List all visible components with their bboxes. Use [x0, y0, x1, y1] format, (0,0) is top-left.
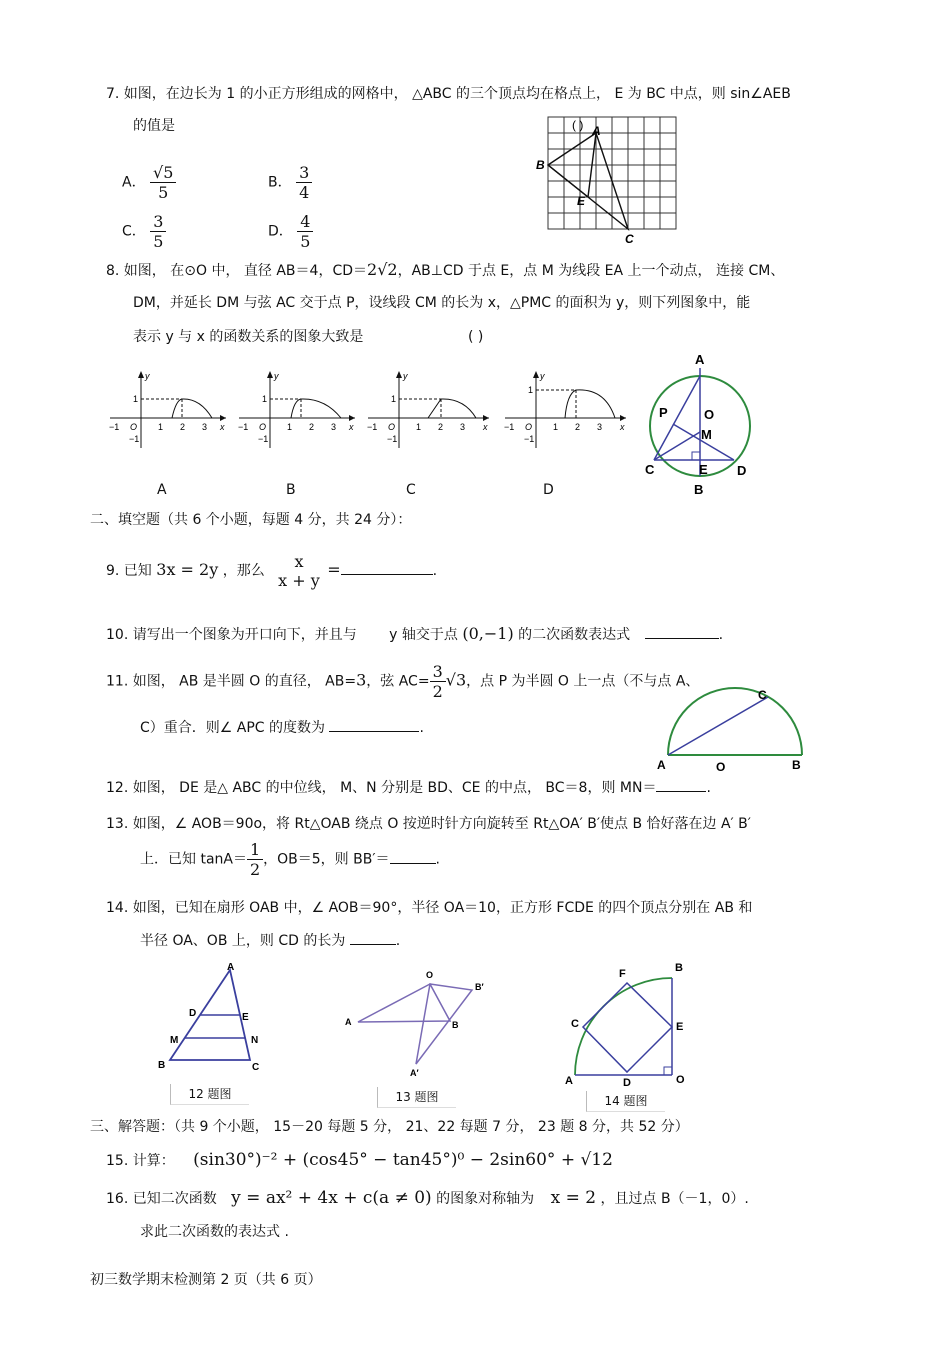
q14-stem-line2: 半径 OA、OB 上，则 CD 的长为 . [140, 933, 401, 949]
q8-graph-d [503, 368, 628, 450]
svg-text:B: B [452, 1020, 459, 1030]
q11-chord-ac [668, 697, 768, 755]
svg-text:−1: −1 [524, 434, 535, 444]
fig14-right-angle-mark [664, 1067, 672, 1075]
q13-stem-line2: 上．已知 tanA＝ $\frac{1}{2}$ ，OB＝5，则 BB′＝ . [140, 840, 440, 880]
svg-text:N: N [251, 1035, 259, 1046]
q9-answer-blank[interactable] [341, 574, 433, 575]
q8-graph-d-curve [565, 390, 615, 418]
q8-graph-c-curve [428, 399, 476, 418]
svg-text:C: C [758, 688, 767, 702]
q7-option-d-fraction: $\frac{4}{5}$ [297, 212, 313, 251]
svg-text:1: 1 [416, 422, 422, 432]
svg-text:−1: −1 [109, 422, 120, 432]
q11-semicircle-figure [650, 683, 810, 775]
q7-option-b-fraction: $\frac{3}{4}$ [296, 163, 312, 202]
svg-text:y: y [403, 371, 408, 381]
svg-text:O: O [676, 1074, 685, 1086]
svg-text:E: E [699, 462, 708, 477]
svg-text:M: M [701, 427, 712, 442]
svg-text:A: A [227, 962, 235, 973]
q8-circle-figure [638, 350, 763, 500]
q7-label-c: C [625, 232, 634, 246]
svg-text:1: 1 [158, 422, 164, 432]
q8-graph-b [237, 368, 357, 450]
svg-text:2: 2 [438, 422, 444, 432]
q14-answer-blank[interactable] [350, 944, 396, 945]
svg-text:y: y [145, 371, 150, 381]
svg-text:A′: A′ [410, 1068, 419, 1078]
svg-text:D: D [189, 1008, 197, 1019]
q9-question: 9. 已知 3x = 2y ，那么 x x + y = . [106, 552, 438, 591]
svg-text:B: B [792, 758, 801, 772]
q10-answer-blank[interactable] [645, 638, 719, 639]
q8-right-angle-mark [692, 452, 700, 460]
svg-text:M: M [170, 1035, 179, 1046]
svg-text:x: x [220, 422, 225, 432]
fig13-triangle-oab [358, 984, 450, 1022]
svg-text:O: O [704, 407, 715, 422]
q11-semicircle [668, 688, 802, 755]
svg-text:F: F [619, 968, 626, 980]
svg-text:−1: −1 [258, 434, 269, 444]
q8-cd-value: 2√2 [367, 260, 398, 279]
q9-fraction: x x + y [278, 552, 320, 591]
q14-stem-line1: 14. 如图，已知在扇形 OAB 中，∠ AOB＝90°，半径 OA＝10，正方形 FCDE 的四个顶点分别在 AB 和 [106, 900, 753, 916]
q8-graph-a-curve [172, 399, 212, 418]
q7-stem-line2: 的值是 [133, 118, 175, 134]
svg-text:−1: −1 [504, 422, 515, 432]
svg-text:2: 2 [180, 422, 186, 432]
section2-title: 二、填空题（共 6 个小题，每题 4 分，共 24 分）： [90, 512, 412, 528]
fig14-sector-figure [555, 960, 690, 1088]
q8-stem-line2: DM，并延长 DM 与弦 AC 交于点 P，设线段 CM 的长为 x，△PMC 的面积为 y，则下列图象中，能 [133, 295, 751, 311]
q8-graph-a [108, 368, 228, 450]
svg-text:B: B [675, 962, 683, 974]
q13-tan-fraction: $\frac{1}{2}$ [247, 840, 263, 879]
q15-question: 15. 计算： (sin30°)⁻² + (cos45° − tan45°)⁰ − 2sin60° + √12 [106, 1150, 613, 1170]
q16-stem-line2: 求此二次函数的表达式 . [140, 1224, 289, 1240]
svg-text:B: B [158, 1060, 166, 1071]
fig14-caption: 14 题图 [586, 1091, 665, 1112]
svg-text:2: 2 [575, 422, 581, 432]
svg-text:3: 3 [202, 422, 208, 432]
q11-stem-line2: C）重合．则∠ APC 的度数为 . [140, 720, 424, 736]
svg-text:x: x [483, 422, 488, 432]
q8-graph-c-label: C [406, 482, 416, 498]
svg-text:1: 1 [553, 422, 559, 432]
fig13-triangle-oapbp [416, 984, 472, 1064]
q7-label-b: B [536, 158, 545, 172]
q8-paren: ( ) [468, 329, 484, 345]
svg-text:y: y [274, 371, 279, 381]
svg-text:A: A [345, 1017, 352, 1027]
q8-graph-a-label: A [157, 482, 167, 498]
section3-title: 三、解答题：（共 9 个小题， 15－20 每题 5 分， 21、22 每题 7 分， 23 题 8 分，共 52 分） [90, 1119, 689, 1135]
fig12-caption: 12 题图 [170, 1084, 249, 1105]
q8-stem-line3: 表示 y 与 x 的函数关系的图象大致是 [133, 329, 364, 345]
svg-text:1: 1 [528, 385, 534, 395]
svg-text:C: C [571, 1018, 579, 1030]
svg-text:y: y [540, 371, 545, 381]
q15-expression: (sin30°)⁻² + (cos45° − tan45°)⁰ − 2sin60° + √12 [193, 1150, 613, 1170]
svg-text:3: 3 [597, 422, 603, 432]
q12-answer-blank[interactable] [656, 791, 706, 792]
svg-text:O: O [259, 422, 267, 432]
q11-ac-fraction: $\frac{3}{2}$ [430, 662, 446, 701]
svg-text:1: 1 [133, 394, 139, 404]
q7-option-c-fraction: $\frac{3}{5}$ [150, 212, 166, 251]
svg-text:D: D [623, 1077, 631, 1088]
svg-text:O: O [716, 760, 726, 774]
q11-answer-blank[interactable] [329, 731, 419, 732]
svg-text:P: P [659, 405, 668, 420]
q8-graph-c [366, 368, 491, 450]
svg-text:A: A [695, 352, 705, 367]
q10-point: (0,−1) [462, 624, 514, 643]
svg-text:C: C [252, 1062, 260, 1073]
svg-text:C: C [645, 462, 655, 477]
svg-text:B: B [694, 482, 704, 497]
q10-question: 10. 请写出一个图象为开口向下，并且与 y 轴交于点 (0,−1) 的二次函数表达式 . [106, 624, 724, 643]
q7-stem-line1: 7. 如图，在边长为 1 的小正方形组成的网格中， △ABC 的三个顶点均在格点上， E 为 BC 中点，则 sin∠AEB [106, 86, 791, 102]
q7-grid-figure [535, 112, 685, 247]
q7-paren: ( ) [572, 118, 584, 132]
q7-label-e: E [577, 194, 586, 208]
svg-text:O: O [130, 422, 138, 432]
q9-equation: 3x = 2y [156, 560, 219, 580]
svg-text:E: E [242, 1012, 249, 1023]
q7-option-c: C． $\frac{3}{5}$ [122, 212, 166, 251]
fig14-square-fcde [583, 983, 672, 1072]
svg-text:1: 1 [262, 394, 268, 404]
svg-text:D: D [737, 463, 747, 478]
svg-text:E: E [676, 1021, 684, 1033]
q7-grid-lines [548, 117, 676, 229]
svg-text:O: O [525, 422, 533, 432]
q7-option-a-fraction: $\frac{√5}{5}$ [150, 163, 176, 202]
svg-text:−1: −1 [387, 434, 398, 444]
q7-option-d: D． $\frac{4}{5}$ [268, 212, 313, 251]
svg-text:x: x [349, 422, 354, 432]
svg-text:−1: −1 [238, 422, 249, 432]
svg-text:A: A [565, 1075, 573, 1087]
fig12-triangle-figure [150, 955, 270, 1077]
q7-option-b: B． $\frac{3}{4}$ [268, 163, 312, 202]
q16-stem-line1: 16. 已知二次函数 y = ax² + 4x + c(a ≠ 0) 的图象对称轴为 x = 2 ，且过点 B（－1，0）. [106, 1188, 749, 1208]
q13-stem-line1: 13. 如图，∠ AOB＝90o，将 Rt△OAB 绕点 O 按逆时针方向旋转至 Rt△OA′ B′使点 B 恰好落在边 A′ B′ [106, 816, 751, 832]
q11-stem-line1: 11. 如图， AB 是半圆 O 的直径， AB=3，弦 AC= $\frac{3}{2}$ √3，点 P 为半圆 O 上一点（不与点 A、 [106, 662, 700, 702]
fig14-arc-ab [575, 978, 672, 1075]
svg-text:−1: −1 [367, 422, 378, 432]
q7-label-a: A [592, 124, 601, 138]
q13-answer-blank[interactable] [390, 863, 436, 864]
q8-stem-line1: 8. 如图， 在⊙O 中， 直径 AB＝4，CD＝2√2，AB⊥CD 于点 E，点 M 为线段 EA 上一个动点， 连接 CM、 [106, 260, 785, 279]
svg-text:2: 2 [309, 422, 315, 432]
svg-text:3: 3 [460, 422, 466, 432]
q8-graph-b-curve [291, 399, 341, 418]
q8-graph-d-label: D [543, 482, 554, 498]
q7-option-a: A． $\frac{√5}{5}$ [122, 163, 176, 202]
fig13-rotation-figure [340, 962, 490, 1080]
q16-function: y = ax² + 4x + c(a ≠ 0) [231, 1188, 432, 1208]
svg-text:−1: −1 [129, 434, 140, 444]
fig13-caption: 13 题图 [377, 1087, 456, 1108]
q16-axis: x = 2 [550, 1188, 597, 1208]
svg-text:3: 3 [331, 422, 337, 432]
svg-text:1: 1 [287, 422, 293, 432]
q8-graph-b-label: B [286, 482, 296, 498]
svg-text:O: O [388, 422, 396, 432]
page-footer: 初三数学期末检测第 2 页（共 6 页） [90, 1272, 322, 1288]
svg-text:x: x [620, 422, 625, 432]
q12-question: 12. 如图， DE 是△ ABC 的中位线， M、N 分别是 BD、CE 的中点， BC＝8，则 MN＝ . [106, 780, 711, 796]
svg-text:O: O [426, 970, 434, 980]
svg-text:A: A [657, 758, 666, 772]
svg-text:B′: B′ [475, 982, 484, 992]
svg-text:1: 1 [391, 394, 397, 404]
